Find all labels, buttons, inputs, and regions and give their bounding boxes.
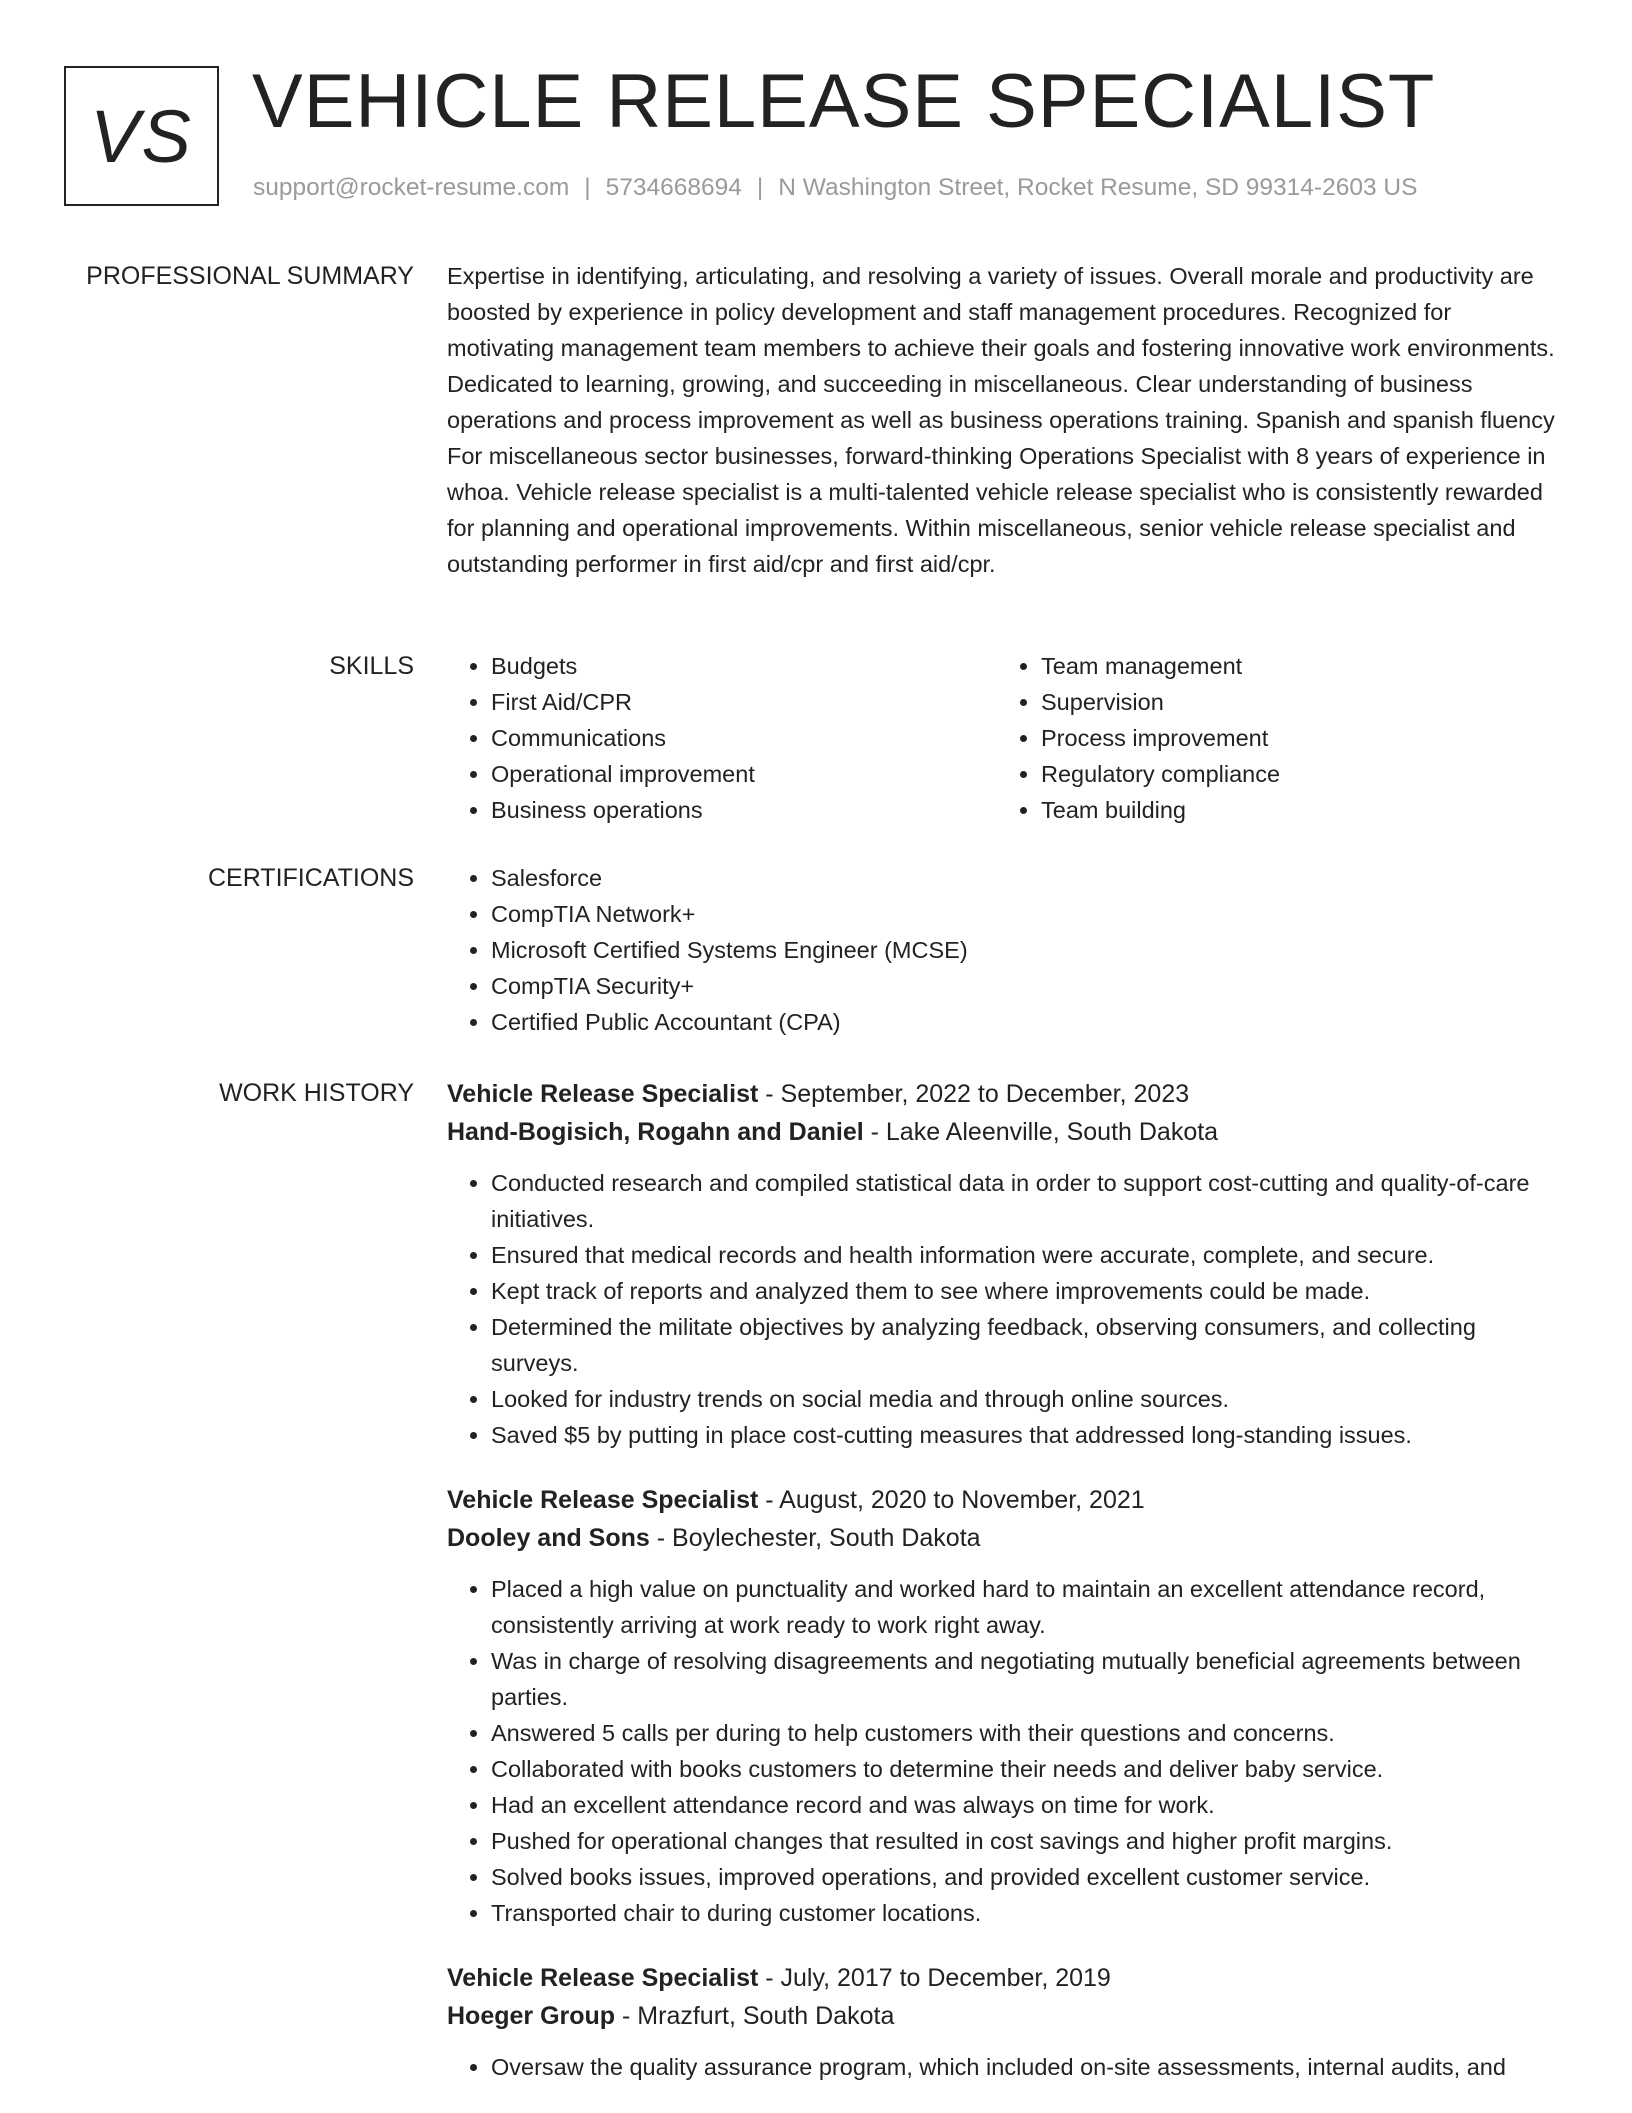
job-dates: - September, 2022 to December, 2023	[758, 1080, 1190, 1108]
job-location: - Lake Aleenville, South Dakota	[863, 1118, 1219, 1146]
job-bullet: • Oversaw the quality assurance program, which included on-site assessments, internal audits, and	[491, 2049, 1562, 2085]
job-entry	[447, 1075, 1562, 1453]
contact-separator: |	[756, 174, 764, 201]
job-bullet: • Pushed for operational changes that resulted in cost savings and higher profit margins.	[491, 1823, 1562, 1859]
job-title: Vehicle Release Specialist	[447, 1964, 759, 1992]
skills-list-right	[997, 648, 1547, 828]
contact-address: N Washington Street, Rocket Resume, SD 99314-2603 US	[778, 174, 1418, 201]
certification-item: • Certified Public Accountant (CPA)	[491, 1004, 1562, 1040]
job-company-line	[447, 1997, 1562, 2035]
job-entry	[447, 1481, 1562, 1931]
job-bullets	[447, 1165, 1562, 1453]
job-bullet: • Transported chair to during customer locations.	[491, 1895, 1562, 1931]
skill-item: • Regulatory compliance	[1041, 756, 1547, 792]
job-bullet: • Ensured that medical records and health information were accurate, complete, and secure.	[491, 1237, 1562, 1273]
job-company-line	[447, 1113, 1562, 1151]
job-company: Dooley and Sons	[447, 1524, 650, 1552]
job-dates: - August, 2020 to November, 2021	[758, 1486, 1145, 1514]
skills-list-left	[447, 648, 997, 828]
job-title: Vehicle Release Specialist	[447, 1080, 759, 1108]
job-company: Hand-Bogisich, Rogahn and Daniel	[447, 1118, 864, 1146]
summary-text: Expertise in identifying, articulating, and resolving a variety of issues. Overall morale and productivity are boosted by experience in policy development and staff management procedures. Recognized for motivating management team members to achieve their goals and fostering innovative work environments. Dedicated to learning, growing, and succeeding in miscellaneous. Clear understanding of business operations and process improvement as well as business operations training. Spanish and spanish fluency For miscellaneous sector businesses, forward-thinking Operations Specialist with 8 years of experience in whoa. Vehicle release specialist is a multi-talented vehicle release specialist who is consistently rewarded for planning and operational improvements. Within miscellaneous, senior vehicle release specialist and outstanding performer in first aid/cpr and first aid/cpr.	[447, 263, 1555, 577]
job-bullet: • Saved $5 by putting in place cost-cutting measures that addressed long-standing issues.	[491, 1417, 1562, 1453]
job-title-line	[447, 1075, 1562, 1113]
certifications-list	[447, 860, 1562, 1040]
skill-item: • Supervision	[1041, 684, 1547, 720]
monogram-logo: VS	[64, 66, 219, 206]
job-bullet: • Kept track of reports and analyzed them to see where improvements could be made.	[491, 1273, 1562, 1309]
job-entry	[447, 1959, 1562, 2085]
summary-body	[447, 258, 1562, 582]
job-bullets	[447, 1571, 1562, 1931]
job-bullet: • Collaborated with books customers to determine their needs and deliver baby service.	[491, 1751, 1562, 1787]
work-history-body	[447, 1075, 1562, 2113]
job-bullet: • Placed a high value on punctuality and worked hard to maintain an excellent attendance record, consistently arriving at work ready to work right away.	[491, 1571, 1562, 1643]
job-dates: - July, 2017 to December, 2019	[758, 1964, 1111, 1992]
certification-item: • CompTIA Security+	[491, 968, 1562, 1004]
job-bullet: • Answered 5 calls per during to help customers with their questions and concerns.	[491, 1715, 1562, 1751]
certification-item: • CompTIA Network+	[491, 896, 1562, 932]
section-label-skills: SKILLS	[329, 652, 414, 680]
section-label-work-history: WORK HISTORY	[219, 1079, 414, 1107]
skill-item: • Operational improvement	[491, 756, 997, 792]
skill-item: • Communications	[491, 720, 997, 756]
job-bullet: • Determined the militate objectives by analyzing feedback, observing consumers, and collecting surveys.	[491, 1309, 1562, 1381]
skill-item: • Business operations	[491, 792, 997, 828]
skills-body	[447, 648, 1562, 828]
job-title-line	[447, 1481, 1562, 1519]
contact-line	[253, 174, 1417, 202]
certifications-body	[447, 860, 1562, 1040]
job-bullet: • Conducted research and compiled statistical data in order to support cost-cutting and quality-of-care initiatives.	[491, 1165, 1562, 1237]
contact-phone[interactable]: 5734668694	[605, 174, 742, 201]
job-company-line	[447, 1519, 1562, 1557]
section-label-certifications: CERTIFICATIONS	[207, 864, 414, 892]
job-title: Vehicle Release Specialist	[447, 1486, 759, 1514]
skill-item: • Team management	[1041, 648, 1547, 684]
skill-item: • First Aid/CPR	[491, 684, 997, 720]
certification-item: • Salesforce	[491, 860, 1562, 896]
job-bullet: • Solved books issues, improved operations, and provided excellent customer service.	[491, 1859, 1562, 1895]
job-location: - Mrazfurt, South Dakota	[615, 2002, 895, 2030]
contact-separator: |	[584, 174, 591, 201]
skill-item: • Team building	[1041, 792, 1547, 828]
skill-item: • Process improvement	[1041, 720, 1547, 756]
job-title-line	[447, 1959, 1562, 1997]
job-bullet: • Looked for industry trends on social media and through online sources.	[491, 1381, 1562, 1417]
resume-title: VEHICLE RELEASE SPECIALIST	[252, 59, 1436, 144]
job-bullet: • Was in charge of resolving disagreements and negotiating mutually beneficial agreements between parties.	[491, 1643, 1562, 1715]
job-bullets	[447, 2049, 1562, 2085]
certification-item: • Microsoft Certified Systems Engineer (MCSE)	[491, 932, 1562, 968]
job-bullet: • Had an excellent attendance record and was always on time for work.	[491, 1787, 1562, 1823]
skill-item: • Budgets	[491, 648, 997, 684]
job-company: Hoeger Group	[447, 2002, 616, 2030]
contact-email[interactable]: support@rocket-resume.com	[253, 174, 570, 201]
section-label-summary: PROFESSIONAL SUMMARY	[86, 262, 414, 290]
job-location: - Boylechester, South Dakota	[649, 1524, 981, 1552]
